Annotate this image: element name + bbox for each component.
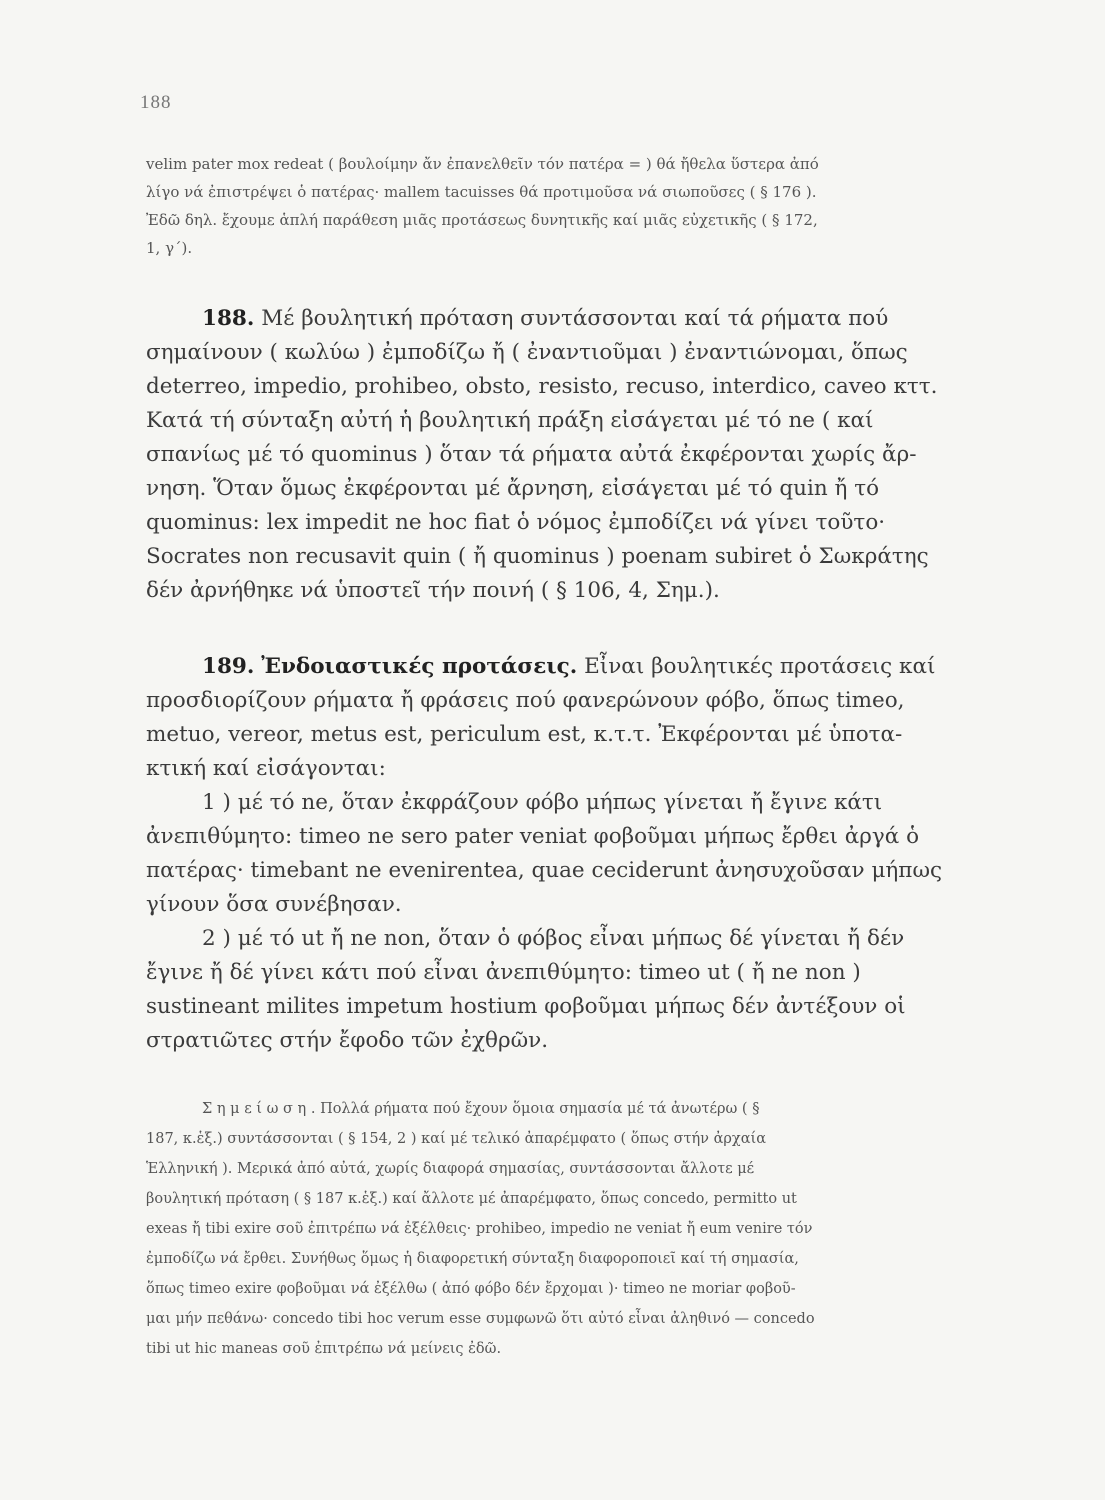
- section-189-first-line: [146, 650, 1008, 684]
- section-188-line: Socrates non recusavit quin ( ἤ quominus ) poenam subiret ὁ Σωκράτης: [146, 544, 929, 569]
- section-188-line: Μέ βουλητική πρόταση συντάσσονται καί τά ρήματα πού: [261, 306, 889, 331]
- section-188-line: νηση. Ὅταν ὅμως ἐκφέρονται μέ ἄρνηση, εἰσάγεται μέ τό quin ἤ τό: [146, 476, 880, 501]
- item-1-line: ἀνεπιθύμητο: timeo ne sero pater veniat φοβοῦμαι μήπως ἔρθει ἀργά ὁ: [146, 824, 920, 849]
- section-188-line: σπανίως μέ τό quominus ) ὅταν τά ρήματα αὐτά ἐκφέρονται χωρίς ἄρ-: [146, 442, 917, 467]
- intro-line: 1, γ΄).: [146, 239, 193, 257]
- section-189-title: Ἐνδοιαστικές προτάσεις.: [261, 654, 578, 679]
- section-189-line: metuo, vereor, metus est, periculum est, κ.τ.τ. Ἐκφέρονται μέ ὑποτα-: [146, 722, 903, 747]
- intro-line: Ἐδῶ δηλ. ἔχουμε ἁπλή παράθεση μιᾶς προτάσεως δυνητικῆς καί μιᾶς εὐχετικῆς ( § 172,: [146, 211, 818, 229]
- section-189-line: προσδιορίζουν ρήματα ἤ φράσεις πού φανερώνουν φόβο, ὅπως timeo,: [146, 688, 905, 713]
- note-line: Πολλά ρήματα πού ἔχουν ὅμοια σημασία μέ τά ἀνωτέρω ( §: [320, 1101, 760, 1117]
- section-188: [146, 302, 1008, 608]
- note-line: μαι μήν πεθάνω· concedo tibi hoc verum esse συμφωνῶ ὅτι αὐτό εἶναι ἀληθινό — concedo: [146, 1311, 815, 1327]
- section-188-line: deterreo, impedio, prohibeo, obsto, resisto, recuso, interdico, caveo κττ.: [146, 374, 938, 399]
- section-188-first-line: [146, 302, 1008, 336]
- intro-line: λίγο νά ἐπιστρέψει ὁ πατέρας· mallem tacuisses θά προτιμοῦσα νά σιωποῦσες ( § 176 ).: [146, 183, 817, 201]
- section-188-number: 188.: [202, 306, 255, 331]
- section-189-number: 189.: [202, 654, 255, 679]
- item-1-line: γίνουν ὅσα συνέβησαν.: [146, 892, 402, 917]
- intro-line: velim pater mox redeat ( βουλοίμην ἄν ἐπανελθεῖν τόν πατέρα = ) θά ἤθελα ὕστερα ἀπό: [146, 155, 819, 173]
- section-189-line: κτική καί εἰσάγονται:: [146, 756, 386, 781]
- section-189: [146, 650, 1008, 1058]
- section-188-line: quominus: lex impedit ne hoc fiat ὁ νόμος ἐμποδίζει νά γίνει τοῦτο·: [146, 510, 886, 535]
- item-1-line: πατέρας· timebant ne evenirentea, quae ceciderunt ἀνησυχοῦσαν μήπως: [146, 858, 943, 883]
- note-line: 187, κ.ἑξ.) συντάσσονται ( § 154, 2 ) καί μέ τελικό ἀπαρέμφατο ( ὅπως στήν ἀρχαία: [146, 1131, 766, 1147]
- note-line: exeas ἤ tibi exire σοῦ ἐπιτρέπω νά ἐξέλθεις· prohibeo, impedio ne veniat ἤ eum venire τόν: [146, 1221, 813, 1237]
- note-line: ἐμποδίζω νά ἔρθει. Συνήθως ὅμως ἡ διαφορετική σύνταξη διαφοροποιεῖ καί τή σημασία,: [146, 1251, 799, 1267]
- item-2-line: sustineant milites impetum hostium φοβοῦμαι μήπως δέν ἀντέξουν οἱ: [146, 994, 906, 1019]
- note-line: tibi ut hic maneas σοῦ ἐπιτρέπω νά μείνεις ἐδῶ.: [146, 1341, 502, 1357]
- item-2-line: 2 ) μέ τό ut ἤ ne non, ὅταν ὁ φόβος εἶναι μήπως δέ γίνεται ἤ δέν: [202, 926, 905, 951]
- note-label: Σ η μ ε ί ω σ η .: [202, 1101, 316, 1117]
- section-188-line: σημαίνουν ( κωλύω ) ἐμποδίζω ἤ ( ἐναντιοῦμαι ) ἐναντιώνομαι, ὅπως: [146, 340, 908, 365]
- section-189-line: Εἶναι βουλητικές προτάσεις καί: [584, 654, 936, 679]
- item-1-line: 1 ) μέ τό ne, ὅταν ἐκφράζουν φόβο μήπως γίνεται ἤ ἔγινε κάτι: [202, 790, 883, 815]
- intro-paragraph: [146, 150, 1008, 262]
- item-2-line: στρατιῶτες στήν ἔφοδο τῶν ἐχθρῶν.: [146, 1028, 549, 1053]
- item-2-line: ἔγινε ἤ δέ γίνει κάτι πού εἶναι ἀνεπιθύμητο: timeo ut ( ἤ ne non ): [146, 960, 861, 985]
- note-line: Ἑλληνική ). Μερικά ἀπό αὐτά, χωρίς διαφορά σημασίας, συντάσσονται ἄλλοτε μέ: [146, 1161, 755, 1177]
- note-first-line: [146, 1094, 1008, 1124]
- page-number: 188: [140, 92, 172, 113]
- note-line: βουλητική πρόταση ( § 187 κ.ἑξ.) καί ἄλλοτε μέ ἀπαρέμφατο, ὅπως concedo, permitto ut: [146, 1191, 797, 1207]
- note-paragraph: [146, 1094, 1008, 1364]
- section-188-line: δέν ἀρνήθηκε νά ὑποστεῖ τήν ποινή ( § 106, 4, Σημ.).: [146, 578, 720, 603]
- note-line: ὅπως timeo exire φοβοῦμαι νά ἐξέλθω ( ἀπό φόβο δέν ἔρχομαι )· timeo ne moriar φοβοῦ-: [146, 1281, 796, 1297]
- section-188-line: Κατά τή σύνταξη αὐτή ἡ βουλητική πράξη εἰσάγεται μέ τό ne ( καί: [146, 408, 874, 433]
